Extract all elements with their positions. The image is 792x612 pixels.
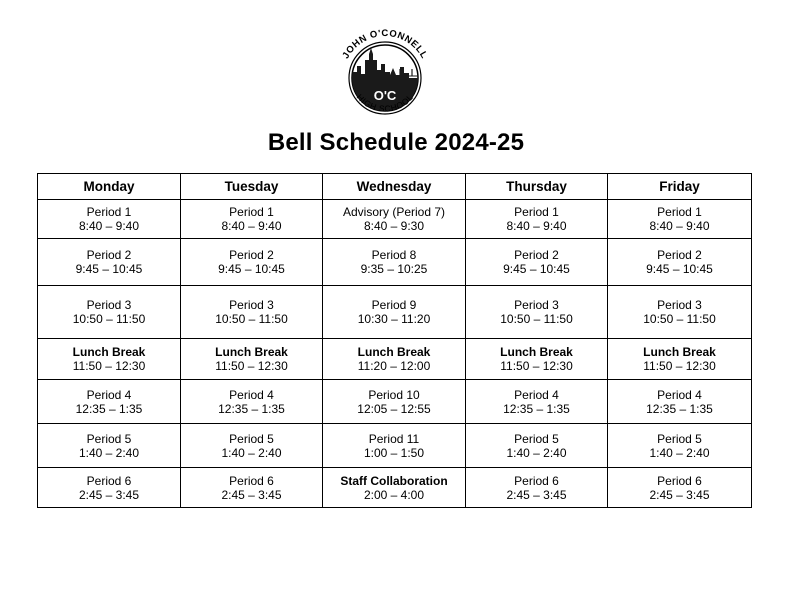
- period-time: 12:05 – 12:55: [357, 401, 431, 416]
- period-time: 11:20 – 12:00: [357, 359, 431, 373]
- schedule-cell: [38, 286, 181, 339]
- schedule-cell: [608, 380, 752, 424]
- school-logo: [330, 20, 440, 130]
- logo-monogram: O'C: [373, 88, 397, 103]
- period-time: 1:00 – 1:50: [363, 445, 425, 460]
- school-logo-emblem: [330, 20, 440, 130]
- period-label: Period 6: [657, 473, 702, 488]
- schedule-cell: [466, 239, 608, 286]
- schedule-cell: [608, 339, 752, 380]
- period-time: 10:50 – 11:50: [72, 312, 146, 326]
- table-row: [38, 239, 752, 286]
- schedule-cell: [323, 286, 466, 339]
- period-time: 10:50 – 11:50: [643, 312, 716, 326]
- schedule-cell: [181, 286, 323, 339]
- period-label: Lunch Break: [643, 345, 716, 359]
- schedule-cell: [466, 339, 608, 380]
- table-header-row: [38, 174, 752, 200]
- schedule-cell: [181, 200, 323, 239]
- period-label: Lunch Break: [500, 345, 573, 359]
- period-time: 11:50 – 12:30: [72, 359, 146, 373]
- period-label: Period 4: [86, 387, 132, 402]
- period-time: 1:40 – 2:40: [649, 445, 710, 460]
- period-time: 12:35 – 1:35: [503, 401, 570, 416]
- period-label: Period 1: [229, 205, 274, 219]
- schedule-cell: [181, 468, 323, 508]
- period-time: 12:35 – 1:35: [75, 401, 143, 416]
- schedule-cell: [323, 380, 466, 424]
- schedule-cell: [38, 239, 181, 286]
- schedule-cell: [181, 239, 323, 286]
- period-label: Period 8: [371, 248, 417, 262]
- schedule-cell: [181, 339, 323, 380]
- table-row: [38, 468, 752, 508]
- period-label: Period 3: [86, 298, 132, 312]
- period-time: 11:50 – 12:30: [643, 359, 716, 373]
- period-label: Period 3: [229, 298, 274, 312]
- day-header-tuesday: Tuesday: [181, 174, 323, 200]
- table-row: [38, 424, 752, 468]
- day-header-thursday: Thursday: [466, 174, 608, 200]
- schedule-cell: [466, 424, 608, 468]
- period-label: Period 11: [368, 431, 420, 446]
- period-label: Period 6: [514, 473, 559, 488]
- table-row: [38, 380, 752, 424]
- period-time: 9:45 – 10:45: [75, 262, 143, 276]
- period-time: 9:45 – 10:45: [218, 262, 285, 276]
- period-time: 8:40 – 9:40: [649, 219, 710, 233]
- schedule-cell: [466, 380, 608, 424]
- schedule-cell: [323, 424, 466, 468]
- schedule-cell: [608, 424, 752, 468]
- period-label: Period 2: [86, 248, 132, 262]
- period-label: Lunch Break: [72, 345, 146, 359]
- schedule-cell: [323, 339, 466, 380]
- schedule-cell: [38, 380, 181, 424]
- day-header-monday: Monday: [38, 174, 181, 200]
- period-time: 8:40 – 9:40: [221, 219, 282, 233]
- period-time: 9:45 – 10:45: [503, 262, 570, 276]
- logo-arc-bottom-text: HIGH SCHOOL: [354, 91, 416, 114]
- period-time: 2:45 – 3:45: [506, 487, 567, 502]
- day-header-friday: Friday: [608, 174, 752, 200]
- period-time: 11:50 – 12:30: [500, 359, 573, 373]
- schedule-cell: [38, 200, 181, 239]
- schedule-cell: [466, 468, 608, 508]
- period-time: 2:45 – 3:45: [78, 487, 140, 502]
- period-time: 1:40 – 2:40: [506, 445, 567, 460]
- period-label: Period 6: [86, 473, 132, 488]
- period-time: 10:50 – 11:50: [500, 312, 573, 326]
- period-label: Period 6: [229, 473, 274, 488]
- table-row: [38, 339, 752, 380]
- period-time: 9:35 – 10:25: [360, 262, 428, 276]
- period-label: Period 1: [514, 205, 559, 219]
- period-label: Period 5: [86, 431, 132, 446]
- page-title: Bell Schedule 2024-25: [267, 129, 525, 156]
- period-label: Period 4: [229, 387, 274, 402]
- period-time: 12:35 – 1:35: [218, 401, 285, 416]
- schedule-cell: [608, 239, 752, 286]
- period-label: Advisory (Period 7): [342, 205, 446, 219]
- period-time: 8:40 – 9:40: [78, 219, 140, 233]
- period-time: 12:35 – 1:35: [646, 401, 713, 416]
- table-row: [38, 286, 752, 339]
- period-time: 8:40 – 9:40: [506, 219, 567, 233]
- bell-schedule-table: [37, 173, 752, 508]
- period-label: Period 9: [371, 298, 417, 312]
- period-label: Period 5: [229, 431, 274, 446]
- period-label: Period 3: [514, 298, 559, 312]
- schedule-cell: [323, 239, 466, 286]
- period-time: 9:45 – 10:45: [646, 262, 713, 276]
- period-label: Staff Collaboration: [340, 473, 448, 488]
- schedule-cell: [323, 468, 466, 508]
- period-label: Period 2: [229, 248, 274, 262]
- schedule-cell: [38, 468, 181, 508]
- period-label: Lunch Break: [215, 345, 288, 359]
- period-label: Period 4: [657, 387, 702, 402]
- schedule-cell: [466, 200, 608, 239]
- period-label: Lunch Break: [357, 345, 431, 359]
- period-label: Period 4: [514, 387, 559, 402]
- schedule-cell: [608, 200, 752, 239]
- table-row: [38, 200, 752, 239]
- period-label: Period 3: [657, 298, 702, 312]
- period-label: Period 2: [657, 248, 702, 262]
- period-label: Period 5: [657, 431, 702, 446]
- period-time: 1:40 – 2:40: [78, 445, 140, 460]
- period-time: 8:40 – 9:30: [363, 219, 425, 233]
- period-label: Period 10: [368, 387, 420, 402]
- schedule-cell: [181, 424, 323, 468]
- period-time: 2:45 – 3:45: [221, 487, 282, 502]
- schedule-cell: [181, 380, 323, 424]
- period-label: Period 5: [514, 431, 559, 446]
- period-time: 10:50 – 11:50: [215, 312, 288, 326]
- schedule-cell: [38, 424, 181, 468]
- schedule-cell: [608, 286, 752, 339]
- period-time: 11:50 – 12:30: [215, 359, 288, 373]
- period-label: Period 1: [86, 205, 132, 219]
- schedule-cell: [38, 339, 181, 380]
- schedule-cell: [466, 286, 608, 339]
- period-label: Period 2: [514, 248, 559, 262]
- period-time: 2:00 – 4:00: [363, 487, 425, 502]
- period-time: 2:45 – 3:45: [649, 487, 710, 502]
- schedule-cell: [323, 200, 466, 239]
- period-time: 1:40 – 2:40: [221, 445, 282, 460]
- period-label: Period 1: [657, 205, 702, 219]
- logo-arc-top-text: JOHN O'CONNELL: [340, 27, 430, 61]
- period-time: 10:30 – 11:20: [357, 312, 431, 326]
- schedule-cell: [608, 468, 752, 508]
- day-header-wednesday: Wednesday: [323, 174, 466, 200]
